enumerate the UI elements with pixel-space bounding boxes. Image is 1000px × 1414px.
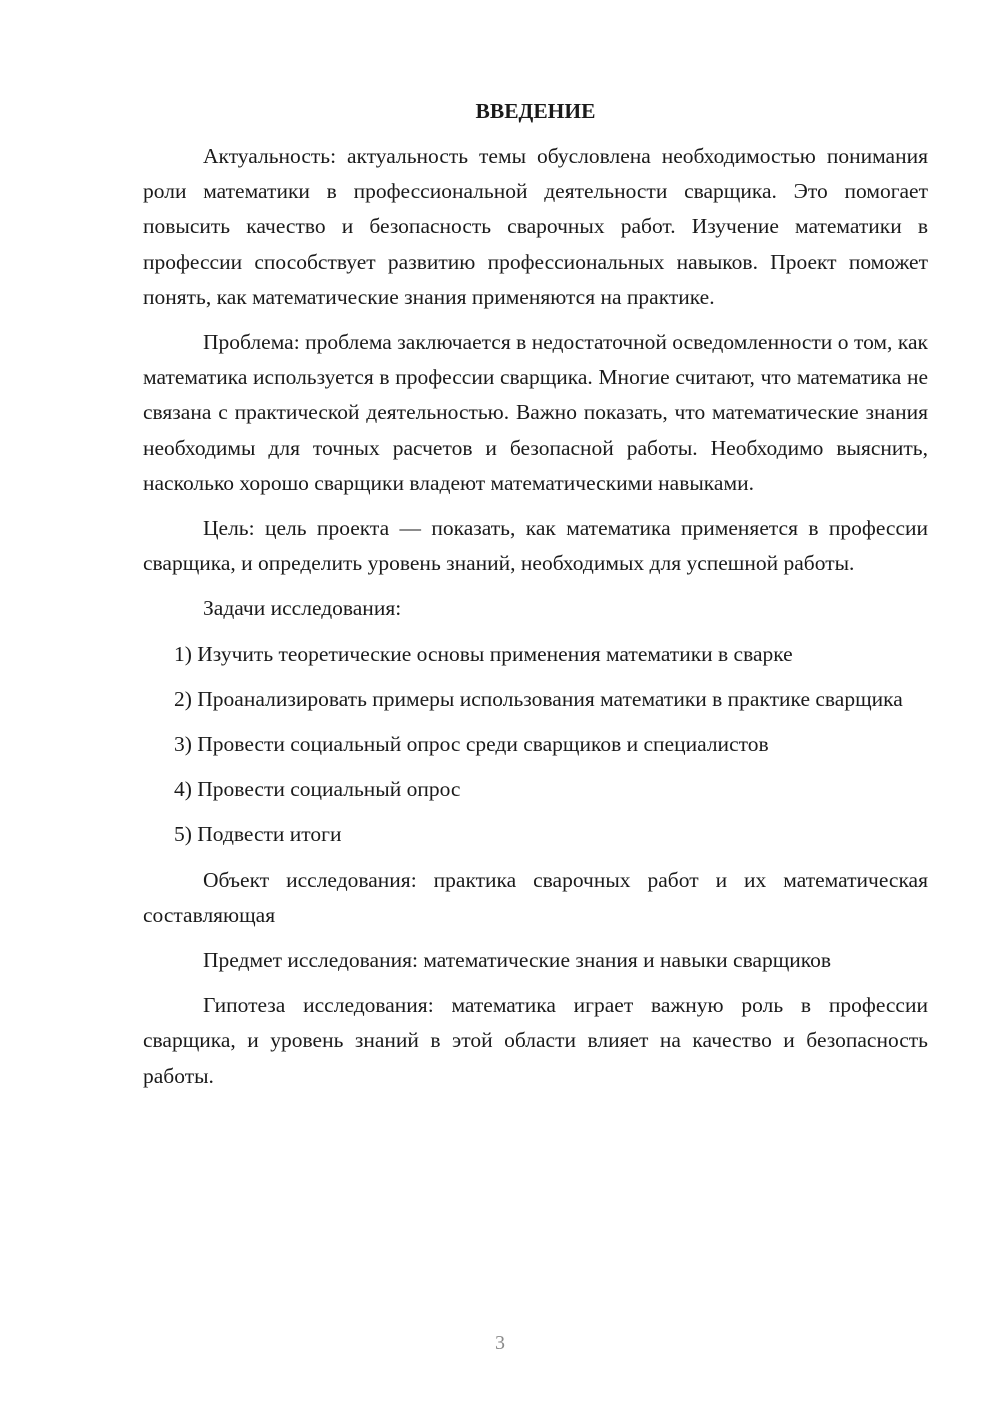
object-paragraph: Объект исследования: практика сварочных работ и их математическая составляющая xyxy=(143,867,928,927)
tasks-heading: Задачи исследования: xyxy=(203,596,402,621)
task-item: 2) Проанализировать примеры использования математики в практике сварщика xyxy=(174,686,903,711)
task-item: 1) Изучить теоретические основы применения математики в сварке xyxy=(174,641,793,666)
page-number: 3 xyxy=(495,1332,505,1354)
hypothesis-paragraph: Гипотеза исследования: математика играет важную роль в профессии сварщика, и уровень знаний в этой области влияет на качество и безопасность работы. xyxy=(143,993,928,1088)
subject-paragraph: Предмет исследования: математические знания и навыки сварщиков xyxy=(203,948,832,973)
task-item: 3) Провести социальный опрос среди сварщиков и специалистов xyxy=(174,732,769,757)
relevance-paragraph: Актуальность: актуальность темы обусловлена необходимостью понимания роли математики в профессиональной деятельности сварщика. Это помогает повысить качество и безопасность сварочных работ. Изучение математики в профессии способствует развитию профессиональных навыков. Проект поможет понять, как математические знания применяются на практике. xyxy=(143,144,928,309)
section-title: ВВЕДЕНИЕ xyxy=(475,99,596,123)
goal-paragraph: Цель: цель проекта — показать, как математика применяется в профессии сварщика, и определить уровень знаний, необходимых для успешной работы. xyxy=(143,516,928,576)
problem-paragraph: Проблема: проблема заключается в недостаточной осведомленности о том, как математика используется в профессии сварщика. Многие считают, что математика не связана с практической деятельностью. Важно показать, что математические знания необходимы для точных расчетов и безопасной работы. Необходимо выяснить, насколько хорошо сварщики владеют математическими навыками. xyxy=(143,330,928,495)
page-content xyxy=(143,95,928,1104)
task-item: 5) Подвести итоги xyxy=(174,822,342,847)
task-item: 4) Провести социальный опрос xyxy=(174,777,461,802)
